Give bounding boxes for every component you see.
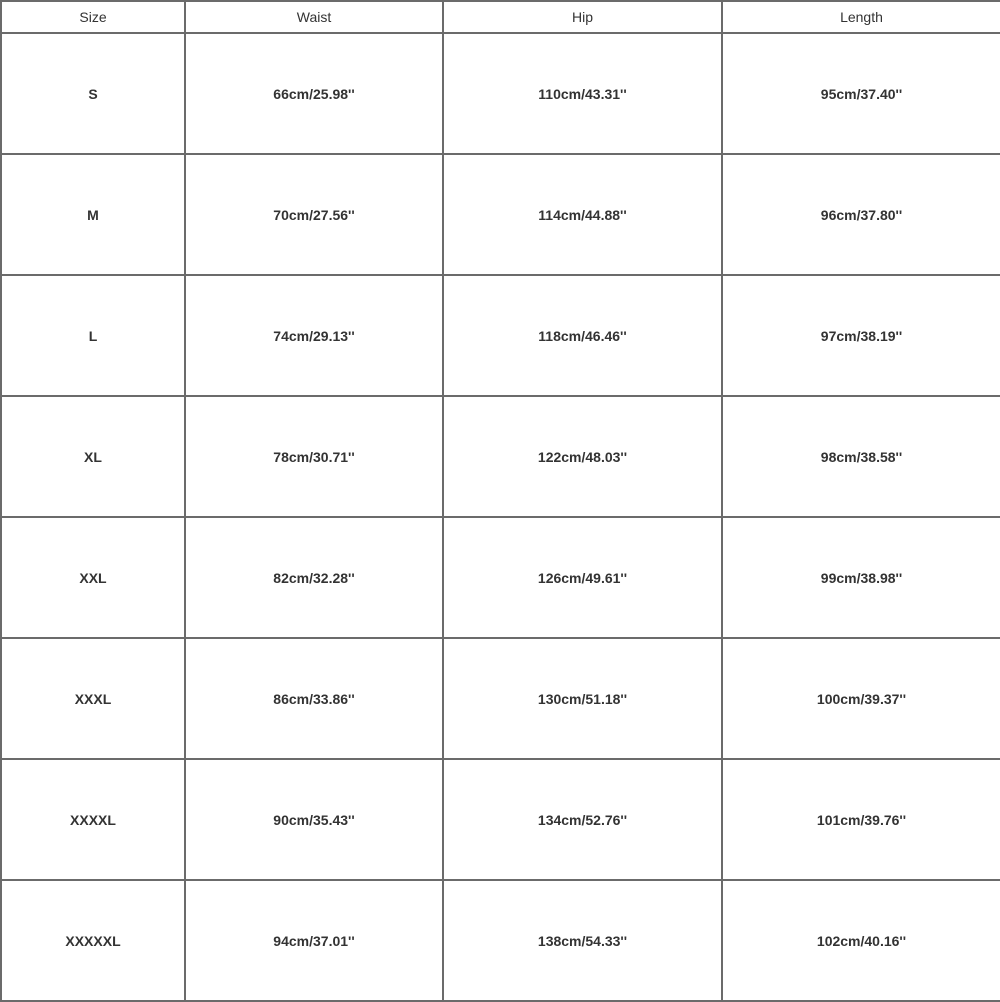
- hip-cell: 122cm/48.03'': [443, 396, 722, 517]
- hip-cell: 134cm/52.76'': [443, 759, 722, 880]
- header-length: Length: [722, 1, 1000, 33]
- hip-cell: 138cm/54.33'': [443, 880, 722, 1001]
- hip-cell: 130cm/51.18'': [443, 638, 722, 759]
- waist-cell: 90cm/35.43'': [185, 759, 443, 880]
- table-row: [1, 396, 1000, 517]
- table-row: [1, 759, 1000, 880]
- waist-cell: 82cm/32.28'': [185, 517, 443, 638]
- size-cell: XL: [1, 396, 185, 517]
- length-cell: 98cm/38.58'': [722, 396, 1000, 517]
- length-cell: 100cm/39.37'': [722, 638, 1000, 759]
- length-cell: 97cm/38.19'': [722, 275, 1000, 396]
- length-cell: 101cm/39.76'': [722, 759, 1000, 880]
- table-row: [1, 880, 1000, 1001]
- table-row: [1, 638, 1000, 759]
- size-cell: L: [1, 275, 185, 396]
- waist-cell: 70cm/27.56'': [185, 154, 443, 275]
- size-cell: XXL: [1, 517, 185, 638]
- length-cell: 102cm/40.16'': [722, 880, 1000, 1001]
- waist-cell: 86cm/33.86'': [185, 638, 443, 759]
- header-row: [1, 1, 1000, 33]
- size-cell: S: [1, 33, 185, 154]
- table-row: [1, 517, 1000, 638]
- table-row: [1, 154, 1000, 275]
- size-cell: M: [1, 154, 185, 275]
- waist-cell: 74cm/29.13'': [185, 275, 443, 396]
- waist-cell: 94cm/37.01'': [185, 880, 443, 1001]
- waist-cell: 78cm/30.71'': [185, 396, 443, 517]
- size-cell: XXXXL: [1, 759, 185, 880]
- waist-cell: 66cm/25.98'': [185, 33, 443, 154]
- size-cell: XXXXXL: [1, 880, 185, 1001]
- size-cell: XXXL: [1, 638, 185, 759]
- header-hip: Hip: [443, 1, 722, 33]
- length-cell: 95cm/37.40'': [722, 33, 1000, 154]
- hip-cell: 114cm/44.88'': [443, 154, 722, 275]
- header-size: Size: [1, 1, 185, 33]
- table-row: [1, 33, 1000, 154]
- header-waist: Waist: [185, 1, 443, 33]
- hip-cell: 126cm/49.61'': [443, 517, 722, 638]
- length-cell: 96cm/37.80'': [722, 154, 1000, 275]
- hip-cell: 110cm/43.31'': [443, 33, 722, 154]
- hip-cell: 118cm/46.46'': [443, 275, 722, 396]
- table-row: [1, 275, 1000, 396]
- length-cell: 99cm/38.98'': [722, 517, 1000, 638]
